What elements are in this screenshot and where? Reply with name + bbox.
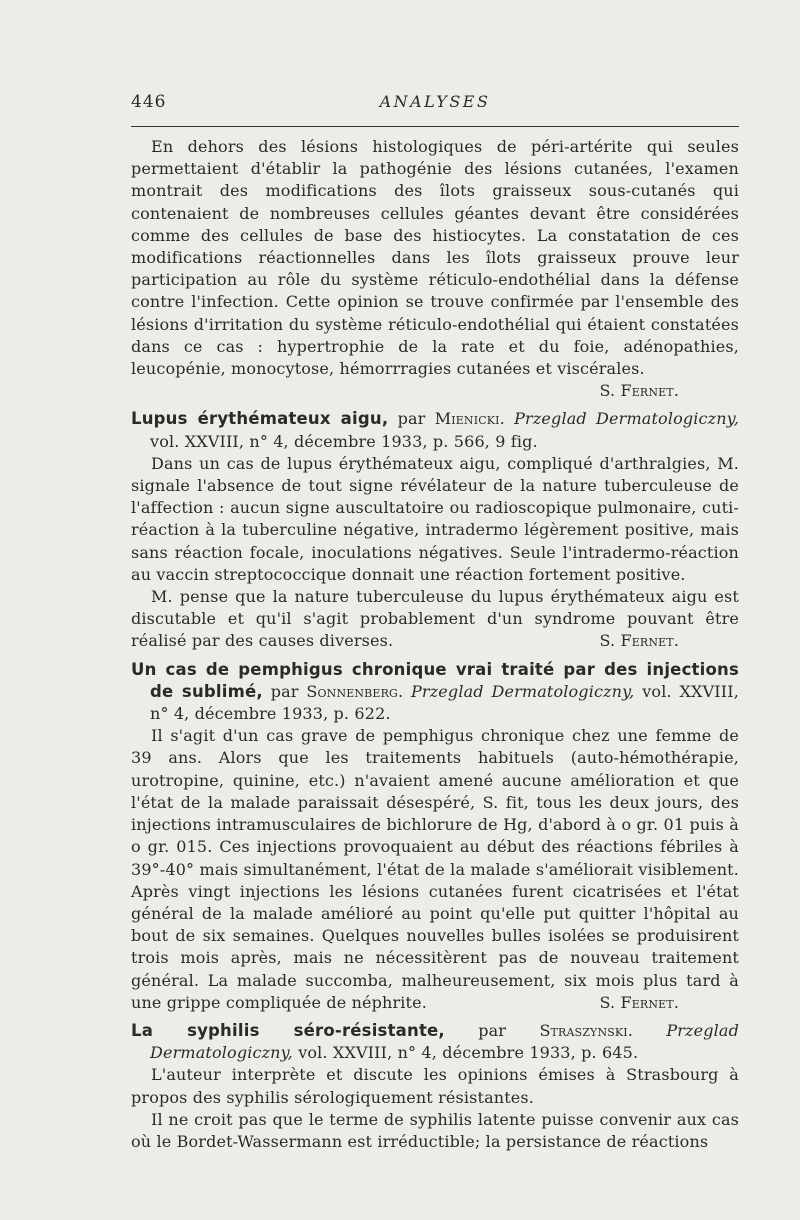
entry-author: Sonnenberg. [306, 681, 404, 701]
entry-by: par [270, 681, 299, 701]
entry-title: Un cas de pemphigus chronique vrai traité par des injections de sublimé, [131, 659, 739, 701]
entry-heading [131, 408, 739, 452]
page-body [131, 136, 739, 1153]
entry-paragraph: L'auteur interprète et discute les opinions émises à Strasbourg à propos des syphilis sérologiquement résistantes. [131, 1065, 739, 1107]
entry-author: Straszynski. [539, 1020, 634, 1040]
entry-journal: Przeglad Dermatologiczny, [514, 409, 739, 429]
entry-author: Mienicki. [434, 409, 505, 429]
page-header [131, 92, 739, 116]
entry-title: Lupus érythémateux aigu, [131, 409, 389, 429]
page-number: 446 [131, 92, 167, 112]
intro-block [131, 136, 739, 402]
review-entry [131, 408, 739, 652]
review-entry [131, 659, 739, 1014]
entry-journal: Przeglad Dermatologiczny, [150, 1020, 739, 1063]
review-entry [131, 1020, 739, 1153]
entry-reference: vol. XXVIII, n° 4, décembre 1933, p. 645. [298, 1043, 639, 1063]
entry-heading [131, 659, 739, 726]
signature: S. Fernet. [599, 381, 679, 401]
signature: S. Fernet. [599, 992, 679, 1012]
entry-reference: vol. XXVIII, n° 4, décembre 1933, p. 622. [150, 681, 739, 724]
entry-reference: vol. XXVIII, n° 4, décembre 1933, p. 566, 9 fig. [150, 431, 538, 451]
entry-journal: Przeglad Dermatologiczny, [411, 681, 635, 701]
entry-paragraph: Il s'agit d'un cas grave de pemphigus chronique chez une femme de 39 ans. Alors que les traitements habituels (auto-hémothérapie, urotropine, quinine, etc.) n'avaient amené aucune amélioration et que l'état de la malade paraissait désespéré, S. fit, tous les deux jours, des injections intramusculaires de bichlorure de Hg, d'abord à o gr. 01 puis à o gr. 015. Ces injections provoquaient au début des réactions fébriles à 39°-40° mais simultanément, l'état de la malade s'améliorait visiblement. Après vingt injections les lésions cutanées furent cicatrisées et l'état général de la malade amélioré au point qu'elle put quitter l'hôpital au bout de six semaines. Quelques nouvelles bulles isolées se produisirent trois mois après, mais ne nécessitèrent pas de nouveau traitement général. La malade succomba, malheureusement, six mois plus tard à une grippe compliquée de néphrite. S. Fernet. [131, 725, 739, 1014]
running-head: ANALYSES [379, 92, 491, 111]
intro-paragraph: En dehors des lésions histologiques de péri-artérite qui seules permettaient d'établir la pathogénie des lésions cutanées, l'examen montrait des modifications des îlots graisseux sous-cutanés qui contenaient de nombreuses cellules géantes devant être considérées comme des cellules de base des histiocytes. La constatation de ces modifications réactionnelles dans les îlots graisseux prouve leur participation au rôle du système réticulo-endothélial dans la défense contre l'infection. Cette opinion se trouve confirmée par l'ensemble des lésions d'irritation du système réticulo-endothélial qui étaient constatées dans ce cas : hypertrophie de la rate et du foie, adénopathies, leucopénie, monocytose, hémorrragies cutanées et viscérales. S. Fernet. [131, 136, 739, 402]
header-rule [131, 126, 739, 127]
entry-paragraph: Il ne croit pas que le terme de syphilis latente puisse convenir aux cas où le Bordet-Wassermann est irréductible; la persistance de réactions [131, 1109, 739, 1151]
entry-heading [131, 1020, 739, 1064]
entry-paragraph: M. pense que la nature tuberculeuse du lupus érythémateux aigu est discutable et qu'il s'agit probablement d'un syndrome pouvant être réalisé par des causes diverses. S. Fernet. [131, 586, 739, 653]
entry-title: La syphilis séro-résistante, [131, 1020, 445, 1040]
signature: S. Fernet. [599, 631, 679, 651]
entry-by: par [478, 1020, 507, 1040]
entry-paragraph: Dans un cas de lupus érythémateux aigu, compliqué d'arthralgies, M. signale l'absence de tout signe révélateur de la nature tuberculeuse de l'affection : aucun signe auscultatoire ou radioscopique pulmonaire, cuti-réaction à la tuberculine négative, intradermo légèrement positive, mais sans réaction focale, inoculations négatives. Seule l'intradermo-réaction au vaccin streptococcique donnait une réaction fortement positive. [131, 453, 739, 584]
entry-by: par [397, 409, 426, 429]
